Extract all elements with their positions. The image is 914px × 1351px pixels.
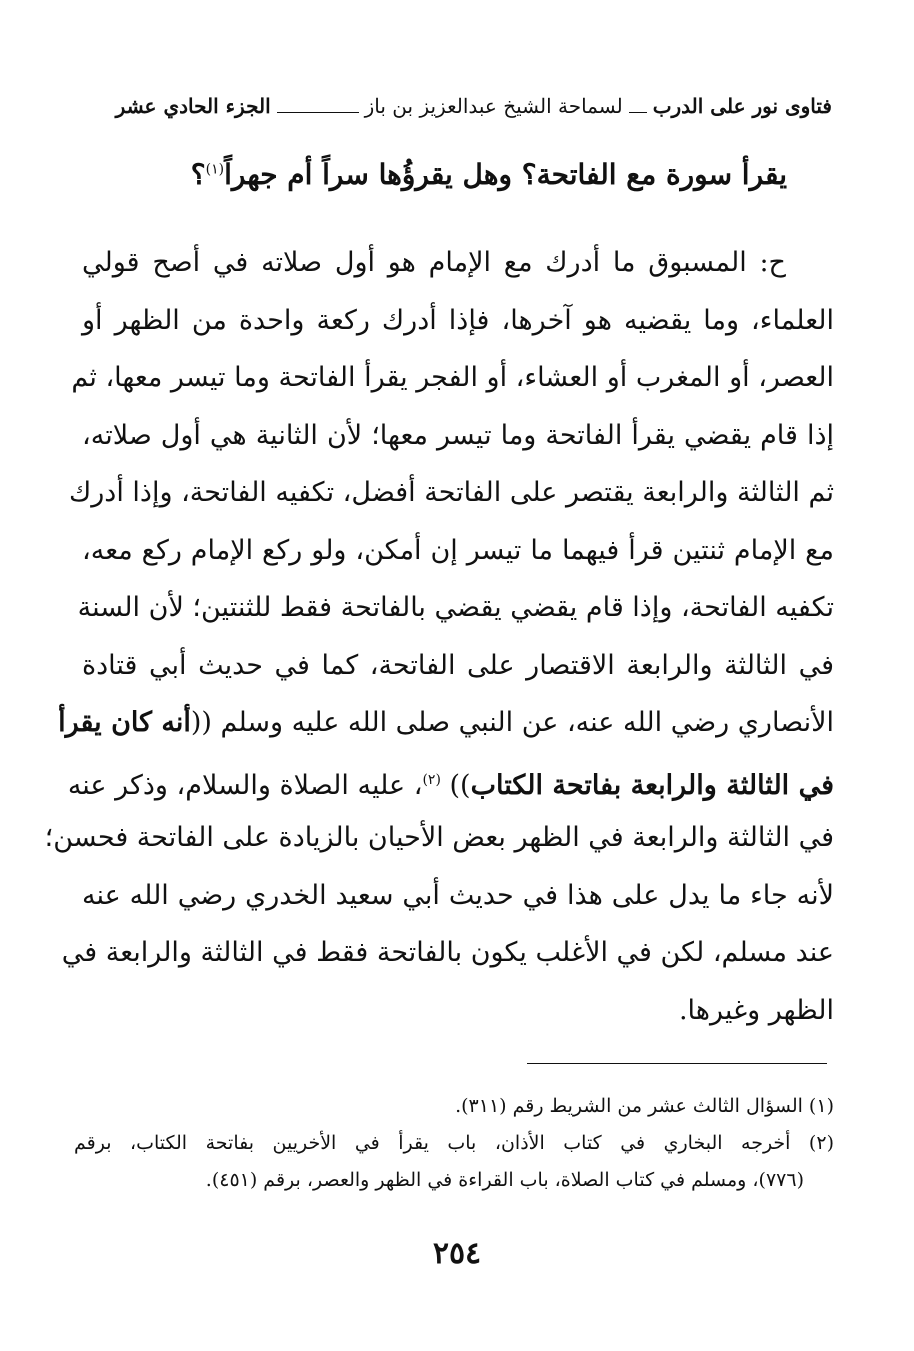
answer-line: في الثالثة والرابعة في الظهر بعض الأحيان بالزيادة على الفاتحة فحسن؛	[44, 822, 834, 853]
answer-line	[67, 752, 834, 810]
volume-label: الجزء الحادي عشر	[115, 94, 271, 118]
header-rule	[277, 112, 359, 113]
question-heading	[191, 158, 787, 191]
answer-body	[44, 234, 834, 1039]
answer-text: الأنصاري رضي الله عنه، عن النبي صلى الله عليه وسلم ((	[190, 707, 834, 738]
question-mark: ؟	[190, 158, 206, 191]
page-number: ٢٥٤	[432, 1236, 482, 1271]
hadith-quote: في الثالثة والرابعة بفاتحة الكتاب	[470, 769, 834, 801]
footnote: (٧٧٦)، ومسلم في كتاب الصلاة، باب القراءة في الظهر والعصر، برقم (٤٥١).	[205, 1169, 804, 1191]
answer-line: لأنه جاء ما يدل على هذا في حديث أبي سعيد الخدري رضي الله عنه	[82, 879, 834, 911]
answer-line	[58, 694, 834, 752]
answer-line: إذا قام يقضي يقرأ الفاتحة وما تيسر معها؛ لأن الثانية هي أول صلاته،	[82, 419, 834, 451]
answer-line: الظهر وغيرها.	[678, 994, 834, 1026]
answer-line: تكفيه الفاتحة، وإذا قام يقضي يقضي بالفاتحة فقط للثنتين؛ لأن السنة	[77, 592, 834, 623]
answer-line: ثم الثالثة والرابعة يقتصر على الفاتحة أفضل، تكفيه الفاتحة، وإذا أدرك	[69, 477, 834, 508]
hadith-quote: أنه كان يقرأ	[58, 707, 191, 738]
footnotes	[74, 1088, 834, 1199]
answer-line: العصر، أو المغرب أو العشاء، أو الفجر يقرأ الفاتحة وما تيسر معها، ثم	[71, 362, 834, 393]
question-text: يقرأ سورة مع الفاتحة؟ وهل يقرؤُها سراً أم جهراً	[224, 158, 787, 191]
book-title: فتاوى نور على الدرب	[652, 94, 832, 118]
quote-close: ))	[449, 769, 471, 801]
answer-line: عند مسلم، لكن في الأغلب يكون بالفاتحة فقط في الثالثة والرابعة في	[61, 937, 834, 968]
running-header	[64, 86, 832, 126]
answer-line: العلماء، وما يقضيه هو آخرها، فإذا أدرك ركعة واحدة من الظهر أو	[82, 304, 834, 336]
footnote-ref: (١)	[205, 161, 225, 178]
answer-text: ، عليه الصلاة والسلام، وذكر عنه	[67, 769, 423, 801]
footnote-ref: (٢)	[422, 771, 441, 788]
answer-line: ح: المسبوق ما أدرك مع الإمام هو أول صلاته في أصح قولي	[82, 247, 786, 278]
answer-line: في الثالثة والرابعة الاقتصار على الفاتحة، كما في حديث أبي قتادة	[82, 649, 834, 681]
header-rule	[629, 112, 647, 113]
footnote: (١) السؤال الثالث عشر من الشريط رقم (٣١١).	[455, 1095, 834, 1117]
footnote: (٢) أخرجه البخاري في كتاب الأذان، باب يقرأ في الأخريين بفاتحة الكتاب، برقم	[74, 1132, 834, 1154]
answer-line: مع الإمام ثنتين قرأ فيهما ما تيسر إن أمكن، ولو ركع الإمام ركع معه،	[82, 534, 834, 566]
footnote-separator	[527, 1063, 827, 1064]
author-name: لسماحة الشيخ عبدالعزيز بن باز	[364, 94, 623, 118]
